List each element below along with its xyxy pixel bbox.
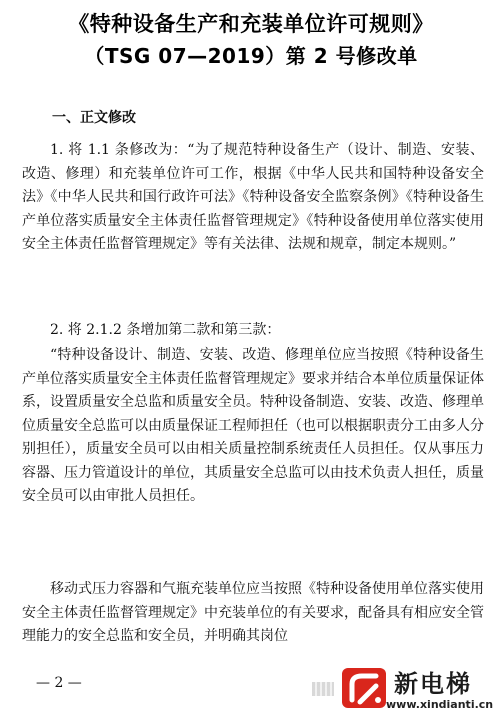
watermark-url: www.xindianti.cn xyxy=(386,698,494,711)
paragraph-item-1: 1. 将 1.1 条修改为：“为了规范特种设备生产（设计、制造、安装、改造、修理）和充装单位许可工作，根据《中华人民共和国特种设备安全法》《中华人民共和国行政许可法》《特种设备安全监察条例》《特种设备生产单位落实质量安全主体责任监督管理规定》《特种设备使用单位落实使用安全主体责任监督管理规定》等有关法律、法规和规章，制定本规则。” xyxy=(22,142,484,252)
section-heading: 一、正文修改 xyxy=(52,110,136,126)
watermark-fade xyxy=(312,682,334,696)
document-title: 《特种设备生产和充装单位许可规则》 xyxy=(68,12,434,36)
paragraph-quote: “特种设备设计、制造、安装、改造、修理单位应当按照《特种设备生产单位落实质量安全主体责任监督管理规定》要求并结合本单位质量保证体系，设置质量安全总监和质量安全员。特种设备制造、安装、改造、修理单位质量安全总监可以由质量保证工程师担任（也可以根据职责分工由多人分别担任），质量安全员可以由相关质量控制系统责任人员担任。仅从事压力容器、压力管道设计的单位，其质量安全总监可以由技术负责人担任，质量安全员可以由审批人员担任。 xyxy=(22,347,484,504)
document-subtitle: （TSG 07—2019）第 2 号修改单 xyxy=(84,44,418,68)
page-number: — 2 — xyxy=(36,675,82,691)
elevator-logo-icon xyxy=(340,666,390,710)
watermark-name: 新电梯 xyxy=(394,670,472,698)
paragraph-item-2: 2. 将 2.1.2 条增加第二款和第三款： xyxy=(50,322,281,338)
watermark xyxy=(340,660,498,718)
paragraph-filling-units: 移动式压力容器和气瓶充装单位应当按照《特种设备使用单位落实使用安全主体责任监督管理规定》中充装单位的有关要求，配备具有相应安全管理能力的安全总监和安全员，并明确其岗位 xyxy=(22,581,484,644)
